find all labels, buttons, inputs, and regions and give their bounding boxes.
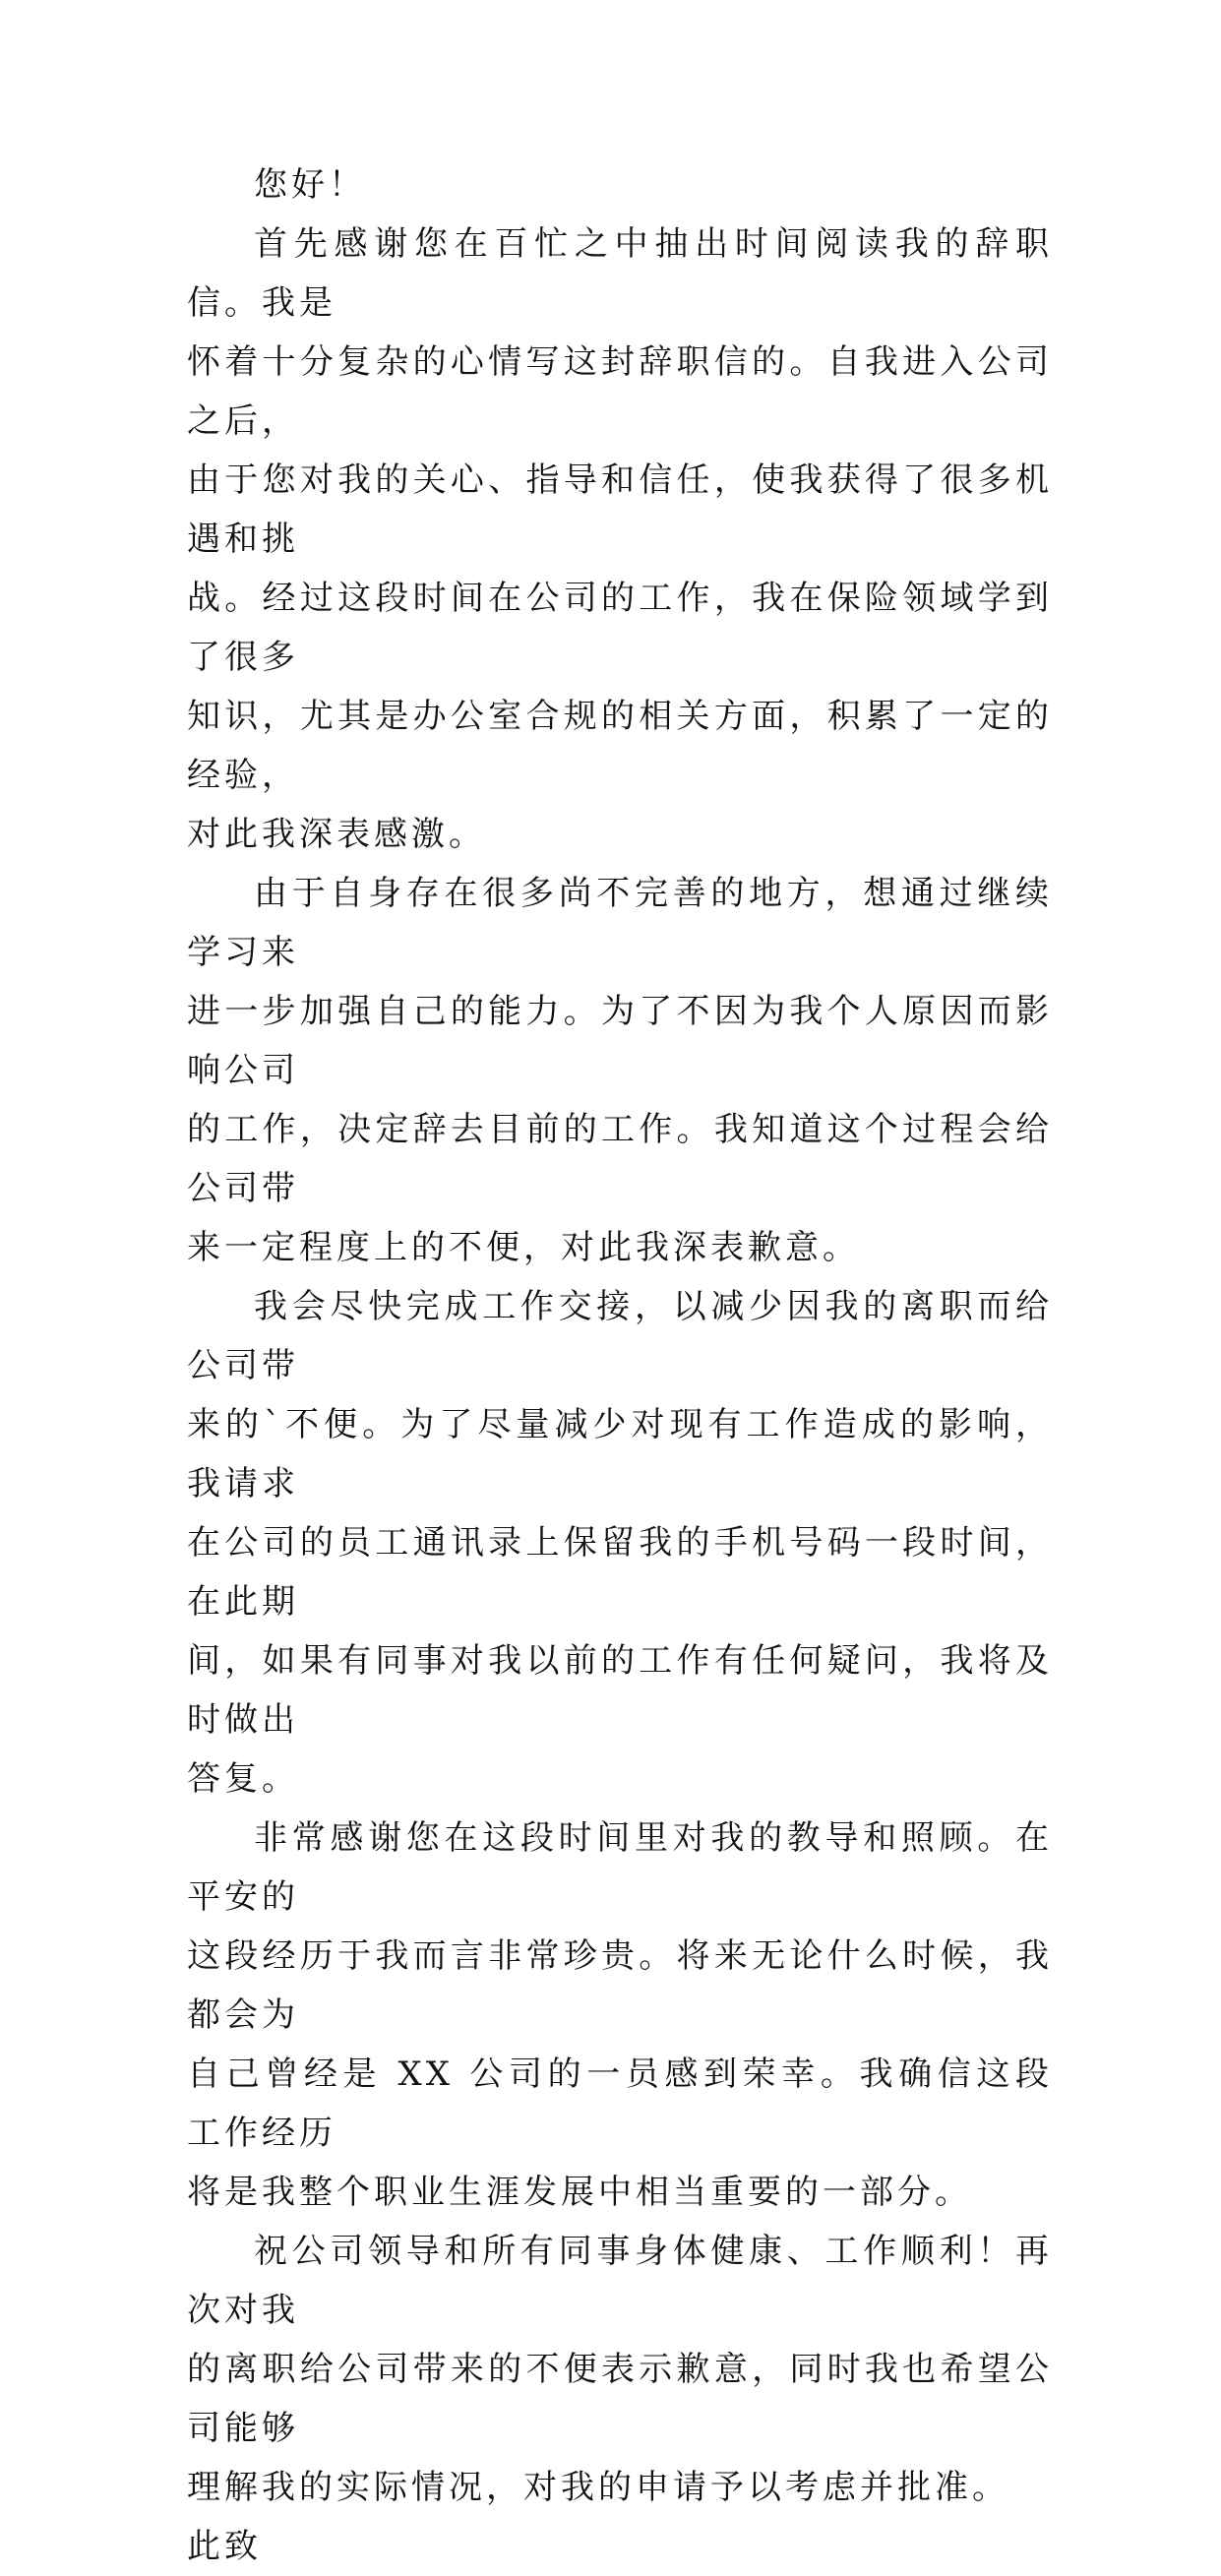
text-line: 间，如果有同事对我以前的工作有任何疑问，我将及时做出	[187, 1641, 1053, 1740]
greeting: 您好！	[254, 165, 366, 205]
text-line: 非常感谢您在这段时间里对我的教导和照顾。在平安的	[187, 1818, 1053, 1917]
text-line: 理解我的实际情况，对我的申请予以考虑并批准。	[187, 2468, 1009, 2507]
text-line: 战。经过这段时间在公司的工作，我在保险领域学到了很多	[187, 579, 1053, 677]
resignation-letter	[187, 155, 1053, 2576]
paragraph-thanks	[187, 215, 1053, 864]
text-line: 这段经历于我而言非常珍贵。将来无论什么时候，我都会为	[187, 1936, 1053, 2035]
paragraph-wishes	[187, 2222, 1053, 2517]
text-line: 自己曾经是 XX 公司的一员感到荣幸。我确信这段工作经历	[187, 2055, 1053, 2153]
text-line: 由于您对我的关心、指导和信任，使我获得了很多机遇和挑	[187, 460, 1053, 559]
closing-salutation: 此致	[187, 2527, 262, 2566]
text-line: 来的`不便。为了尽量减少对现有工作造成的影响，我请求	[187, 1405, 1053, 1503]
text-line: 将是我整个职业生涯发展中相当重要的一部分。	[187, 2173, 972, 2212]
text-line: 来一定程度上的不便，对此我深表歉意。	[187, 1228, 860, 1267]
text-line: 首先感谢您在百忙之中抽出时间阅读我的辞职信。我是	[187, 224, 1053, 323]
text-line: 我会尽快完成工作交接，以减少因我的离职而给公司带	[187, 1287, 1053, 1385]
text-line: 由于自身存在很多尚不完善的地方，想通过继续学习来	[187, 874, 1053, 972]
text-line: 的工作，决定辞去目前的工作。我知道这个过程会给公司带	[187, 1110, 1053, 1208]
paragraph-gratitude	[187, 1809, 1053, 2222]
paragraph-handover	[187, 1277, 1053, 1809]
text-line: 在公司的员工通讯录上保留我的手机号码一段时间，在此期	[187, 1523, 1053, 1622]
text-line: 怀着十分复杂的心情写这封辞职信的。自我进入公司之后，	[187, 342, 1053, 441]
text-line: 进一步加强自己的能力。为了不因为我个人原因而影响公司	[187, 992, 1053, 1090]
text-line: 的离职给公司带来的不便表示歉意，同时我也希望公司能够	[187, 2350, 1053, 2448]
text-line: 知识，尤其是办公室合规的相关方面，积累了一定的经验，	[187, 697, 1053, 795]
text-line: 祝公司领导和所有同事身体健康、工作顺利！再次对我	[187, 2232, 1053, 2330]
text-line: 答复。	[187, 1759, 299, 1799]
text-line: 对此我深表感激。	[187, 815, 486, 854]
paragraph-reason	[187, 864, 1053, 1277]
